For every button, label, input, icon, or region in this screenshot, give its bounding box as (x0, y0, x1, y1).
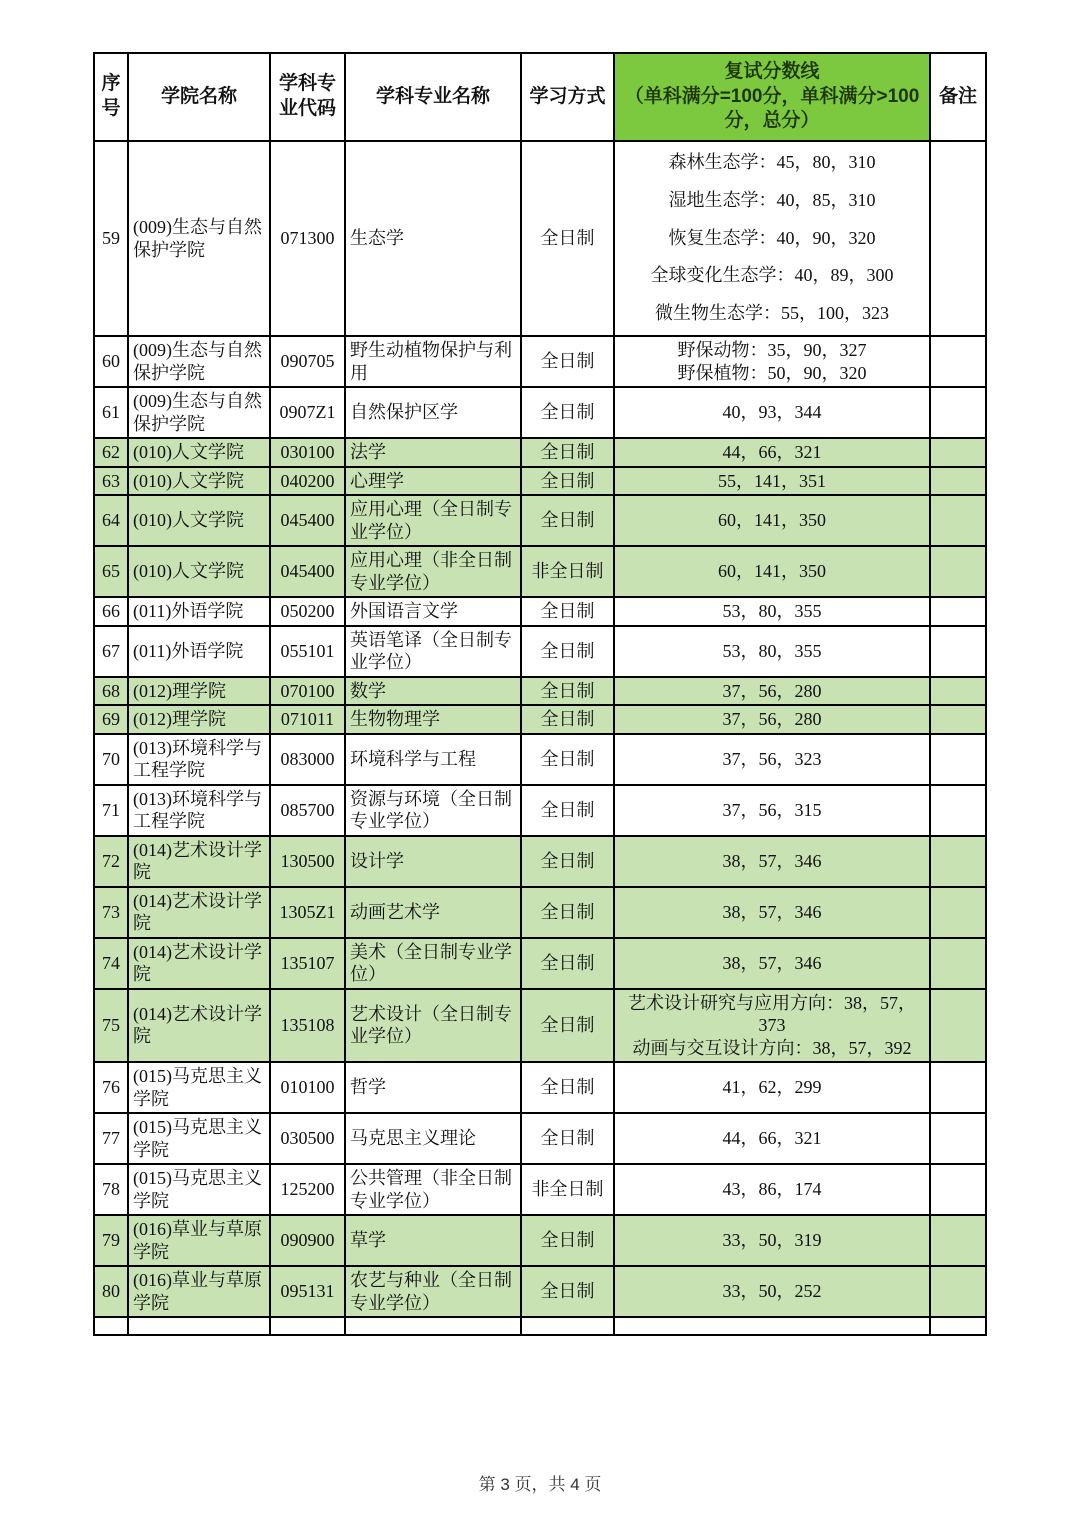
mode-cell: 全日制 (521, 467, 614, 496)
mode-cell: 全日制 (521, 336, 614, 387)
row-number-cell (94, 1317, 128, 1335)
score-line: 全球变化生态学：40，89，300 (650, 265, 894, 286)
score-line: 37，56，280 (722, 680, 822, 701)
remark-cell (930, 705, 986, 734)
row-number-cell: 78 (94, 1164, 128, 1215)
score-line: 野保动物：35，90，327 (677, 340, 867, 361)
score-line: 38，57，346 (722, 901, 822, 922)
code-cell: 135108 (270, 989, 345, 1063)
row-number-cell: 79 (94, 1215, 128, 1266)
row-number-cell: 71 (94, 785, 128, 836)
mode-cell: 全日制 (521, 1062, 614, 1113)
score-line: 动画与交互设计方向：38，57，392 (632, 1037, 912, 1058)
code-cell: 1305Z1 (270, 887, 345, 938)
score-line: 38，57，346 (722, 850, 822, 871)
mode-cell: 全日制 (521, 1266, 614, 1317)
scores-cell (614, 597, 930, 626)
score-line: 湿地生态学：40，85，310 (668, 189, 876, 210)
table-row (94, 336, 986, 387)
admission-score-table (93, 52, 987, 1336)
code-cell: 125200 (270, 1164, 345, 1215)
remark-cell (930, 467, 986, 496)
header-mode: 学习方式 (521, 53, 614, 141)
scores-cell (614, 336, 930, 387)
major-cell: 英语笔译（全日制专业学位） (345, 626, 521, 677)
table-row (94, 1113, 986, 1164)
college-cell: (014)艺术设计学院 (128, 836, 270, 887)
college-cell: (016)草业与草原学院 (128, 1266, 270, 1317)
header-major: 学科专业名称 (345, 53, 521, 141)
major-cell: 生态学 (345, 141, 521, 336)
remark-cell (930, 438, 986, 467)
code-cell: 045400 (270, 495, 345, 546)
code-cell: 040200 (270, 467, 345, 496)
major-cell: 动画艺术学 (345, 887, 521, 938)
college-cell: (010)人文学院 (128, 546, 270, 597)
major-cell: 数学 (345, 677, 521, 706)
remark-cell (930, 734, 986, 785)
remark-cell (930, 836, 986, 887)
code-cell: 085700 (270, 785, 345, 836)
empty-row (94, 1317, 986, 1335)
row-number-cell: 60 (94, 336, 128, 387)
row-number-cell: 66 (94, 597, 128, 626)
score-line: 野保植物：50，90，320 (677, 362, 867, 383)
college-cell: (011)外语学院 (128, 626, 270, 677)
mode-cell: 全日制 (521, 141, 614, 336)
remark-cell (930, 677, 986, 706)
score-line: 44，66，321 (722, 1128, 822, 1149)
score-line: 37，56，280 (722, 709, 822, 730)
row-number-cell: 73 (94, 887, 128, 938)
score-line: 33，50，319 (722, 1230, 822, 1251)
table-body (94, 141, 986, 1335)
remark-cell (930, 141, 986, 336)
scores-cell (614, 438, 930, 467)
scores-cell (614, 705, 930, 734)
score-line: 40，93，344 (722, 402, 822, 423)
major-cell: 美术（全日制专业学位） (345, 938, 521, 989)
score-line: 55，141，351 (718, 470, 826, 491)
mode-cell (521, 1317, 614, 1335)
score-line: 44，66，321 (722, 442, 822, 463)
header-remark: 备注 (930, 53, 986, 141)
code-cell: 070100 (270, 677, 345, 706)
score-line: 艺术设计研究与应用方向：38，57，373 (628, 992, 916, 1036)
scores-cell (614, 734, 930, 785)
table-row (94, 467, 986, 496)
remark-cell (930, 938, 986, 989)
college-cell: (009)生态与自然保护学院 (128, 336, 270, 387)
remark-cell (930, 785, 986, 836)
college-cell: (015)马克思主义学院 (128, 1164, 270, 1215)
table-row (94, 887, 986, 938)
scores-cell (614, 785, 930, 836)
header-score (614, 53, 930, 141)
header-college: 学院名称 (128, 53, 270, 141)
table-row (94, 141, 986, 336)
header-score-title: 复试分数线 (724, 61, 820, 82)
remark-cell (930, 1266, 986, 1317)
major-cell: 农艺与种业（全日制专业学位） (345, 1266, 521, 1317)
score-line: 37，56，323 (722, 748, 822, 769)
remark-cell (930, 626, 986, 677)
college-cell: (016)草业与草原学院 (128, 1215, 270, 1266)
table-row (94, 677, 986, 706)
college-cell: (009)生态与自然保护学院 (128, 387, 270, 438)
major-cell: 心理学 (345, 467, 521, 496)
major-cell: 应用心理（全日制专业学位） (345, 495, 521, 546)
college-cell: (014)艺术设计学院 (128, 938, 270, 989)
remark-cell (930, 1164, 986, 1215)
major-cell: 公共管理（非全日制专业学位） (345, 1164, 521, 1215)
college-cell: (011)外语学院 (128, 597, 270, 626)
mode-cell: 全日制 (521, 626, 614, 677)
row-number-cell: 59 (94, 141, 128, 336)
table-row (94, 495, 986, 546)
code-cell: 010100 (270, 1062, 345, 1113)
table-row (94, 1215, 986, 1266)
mode-cell: 全日制 (521, 387, 614, 438)
major-cell: 野生动植物保护与利用 (345, 336, 521, 387)
college-cell: (013)环境科学与工程学院 (128, 785, 270, 836)
remark-cell (930, 1215, 986, 1266)
mode-cell: 全日制 (521, 438, 614, 467)
remark-cell (930, 546, 986, 597)
code-cell: 071300 (270, 141, 345, 336)
major-cell: 哲学 (345, 1062, 521, 1113)
scores-cell (614, 989, 930, 1063)
header-row (94, 53, 986, 141)
major-cell: 生物物理学 (345, 705, 521, 734)
row-number-cell: 68 (94, 677, 128, 706)
remark-cell (930, 597, 986, 626)
scores-cell (614, 1317, 930, 1335)
row-number-cell: 63 (94, 467, 128, 496)
scores-cell (614, 887, 930, 938)
row-number-cell: 75 (94, 989, 128, 1063)
table-row (94, 597, 986, 626)
scores-cell (614, 836, 930, 887)
scores-cell (614, 141, 930, 336)
scores-cell (614, 1266, 930, 1317)
code-cell: 090705 (270, 336, 345, 387)
remark-cell (930, 1317, 986, 1335)
table-row (94, 1062, 986, 1113)
score-line: 微生物生态学：55，100，323 (655, 303, 889, 324)
college-cell: (010)人文学院 (128, 438, 270, 467)
college-cell: (010)人文学院 (128, 467, 270, 496)
code-cell: 135107 (270, 938, 345, 989)
code-cell: 071011 (270, 705, 345, 734)
mode-cell: 全日制 (521, 989, 614, 1063)
score-line: 53，80，355 (722, 640, 822, 661)
table-row (94, 705, 986, 734)
table-row (94, 1266, 986, 1317)
score-line: 60，141，350 (718, 561, 826, 582)
row-number-cell: 77 (94, 1113, 128, 1164)
table-row (94, 836, 986, 887)
major-cell: 自然保护区学 (345, 387, 521, 438)
score-line: 53，80，355 (722, 601, 822, 622)
scores-cell (614, 387, 930, 438)
major-cell: 马克思主义理论 (345, 1113, 521, 1164)
mode-cell: 全日制 (521, 705, 614, 734)
scores-cell (614, 1164, 930, 1215)
row-number-cell: 80 (94, 1266, 128, 1317)
score-line: 43，86，174 (722, 1179, 822, 1200)
code-cell (270, 1317, 345, 1335)
mode-cell: 非全日制 (521, 1164, 614, 1215)
major-cell: 资源与环境（全日制专业学位） (345, 785, 521, 836)
scores-cell (614, 467, 930, 496)
college-cell: (012)理学院 (128, 677, 270, 706)
row-number-cell: 74 (94, 938, 128, 989)
scores-cell (614, 495, 930, 546)
code-cell: 083000 (270, 734, 345, 785)
table-row (94, 785, 986, 836)
major-cell (345, 1317, 521, 1335)
scores-cell (614, 1062, 930, 1113)
college-cell: (013)环境科学与工程学院 (128, 734, 270, 785)
scores-cell (614, 626, 930, 677)
major-cell: 设计学 (345, 836, 521, 887)
college-cell: (014)艺术设计学院 (128, 989, 270, 1063)
row-number-cell: 69 (94, 705, 128, 734)
row-number-cell: 70 (94, 734, 128, 785)
college-cell: (015)马克思主义学院 (128, 1062, 270, 1113)
major-cell: 应用心理（非全日制专业学位） (345, 546, 521, 597)
code-cell: 045400 (270, 546, 345, 597)
college-cell: (014)艺术设计学院 (128, 887, 270, 938)
major-cell: 环境科学与工程 (345, 734, 521, 785)
table-header (94, 53, 986, 141)
score-line: 森林生态学：45，80，310 (668, 152, 876, 173)
mode-cell: 非全日制 (521, 546, 614, 597)
code-cell: 030500 (270, 1113, 345, 1164)
scores-cell (614, 1113, 930, 1164)
score-line: 恢复生态学：40，90，320 (668, 227, 876, 248)
mode-cell: 全日制 (521, 887, 614, 938)
remark-cell (930, 387, 986, 438)
mode-cell: 全日制 (521, 785, 614, 836)
college-cell: (009)生态与自然保护学院 (128, 141, 270, 336)
mode-cell: 全日制 (521, 1215, 614, 1266)
scores-cell (614, 677, 930, 706)
major-cell: 法学 (345, 438, 521, 467)
mode-cell: 全日制 (521, 836, 614, 887)
table-row (94, 989, 986, 1063)
code-cell: 055101 (270, 626, 345, 677)
row-number-cell: 67 (94, 626, 128, 677)
major-cell: 外国语言文学 (345, 597, 521, 626)
scores-cell (614, 546, 930, 597)
table-row (94, 1164, 986, 1215)
score-line: 41，62，299 (722, 1077, 822, 1098)
mode-cell: 全日制 (521, 1113, 614, 1164)
remark-cell (930, 887, 986, 938)
table-row (94, 734, 986, 785)
score-line: 60，141，350 (718, 510, 826, 531)
table-row (94, 938, 986, 989)
mode-cell: 全日制 (521, 734, 614, 785)
header-no: 序号 (94, 53, 128, 141)
score-line: 38，57，346 (722, 952, 822, 973)
remark-cell (930, 1113, 986, 1164)
major-cell: 艺术设计（全日制专业学位） (345, 989, 521, 1063)
remark-cell (930, 1062, 986, 1113)
table-row (94, 546, 986, 597)
row-number-cell: 64 (94, 495, 128, 546)
row-number-cell: 76 (94, 1062, 128, 1113)
remark-cell (930, 336, 986, 387)
row-number-cell: 72 (94, 836, 128, 887)
remark-cell (930, 495, 986, 546)
college-cell (128, 1317, 270, 1335)
college-cell: (010)人文学院 (128, 495, 270, 546)
row-number-cell: 62 (94, 438, 128, 467)
mode-cell: 全日制 (521, 597, 614, 626)
page-footer: 第 3 页，共 4 页 (478, 1475, 602, 1494)
code-cell: 050200 (270, 597, 345, 626)
row-number-cell: 61 (94, 387, 128, 438)
major-cell: 草学 (345, 1215, 521, 1266)
header-score-note: （单科满分=100分，单科满分>100分，总分） (624, 85, 920, 132)
row-number-cell: 65 (94, 546, 128, 597)
score-line: 33，50，252 (722, 1281, 822, 1302)
code-cell: 0907Z1 (270, 387, 345, 438)
code-cell: 095131 (270, 1266, 345, 1317)
mode-cell: 全日制 (521, 938, 614, 989)
code-cell: 130500 (270, 836, 345, 887)
table-row (94, 626, 986, 677)
scores-cell (614, 938, 930, 989)
header-code: 学科专业代码 (270, 53, 345, 141)
score-line: 37，56，315 (722, 799, 822, 820)
mode-cell: 全日制 (521, 677, 614, 706)
table-row (94, 387, 986, 438)
scores-cell (614, 1215, 930, 1266)
college-cell: (015)马克思主义学院 (128, 1113, 270, 1164)
mode-cell: 全日制 (521, 495, 614, 546)
code-cell: 030100 (270, 438, 345, 467)
table-row (94, 438, 986, 467)
remark-cell (930, 989, 986, 1063)
college-cell: (012)理学院 (128, 705, 270, 734)
code-cell: 090900 (270, 1215, 345, 1266)
